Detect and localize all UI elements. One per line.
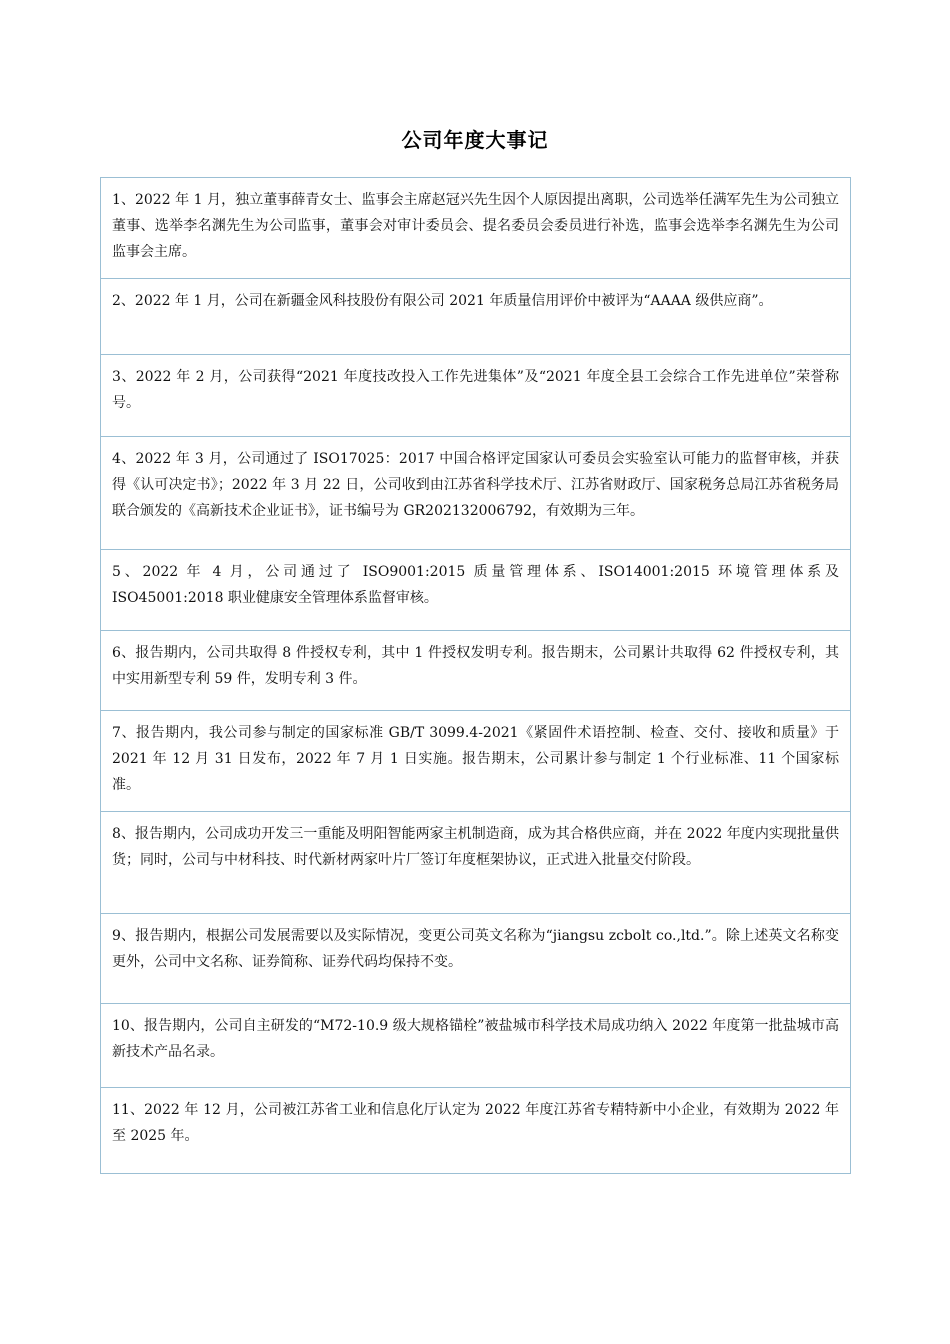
event-row-8	[100, 812, 851, 914]
event-row-11	[100, 1088, 851, 1174]
event-text: 4、2022 年 3 月，公司通过了 ISO17025：2017 中国合格评定国家认可委员会实验室认可能力的监督审核，并获得《认可决定书》；2022 年 3 月 22 日，公司收到由江苏省科学技术厅、江苏省财政厅、国家税务总局江苏省税务局联合颁发的《高新技术企业证书》，证书编号为 GR202132006792，有效期为三年。	[112, 451, 839, 519]
event-row-4	[100, 437, 851, 550]
events-table	[100, 177, 851, 1174]
event-text: 2、2022 年 1 月，公司在新疆金风科技股份有限公司 2021 年质量信用评价中被评为“AAAA 级供应商”。	[112, 293, 773, 309]
event-row-5	[100, 550, 851, 631]
event-row-9	[100, 914, 851, 1004]
event-text: 9、报告期内，根据公司发展需要以及实际情况，变更公司英文名称为“jiangsu zcbolt co.,ltd.”。除上述英文名称变更外，公司中文名称、证券简称、证券代码均保持不变。	[112, 928, 839, 970]
page-title: 公司年度大事记	[401, 128, 549, 152]
event-text: 3、2022 年 2 月，公司获得“2021 年度技改投入工作先进集体”及“2021 年度全县工会综合工作先进单位”荣誉称号。	[112, 369, 839, 411]
event-row-3	[100, 355, 851, 437]
event-text: 10、报告期内，公司自主研发的“M72-10.9 级大规格锚栓”被盐城市科学技术局成功纳入 2022 年度第一批盐城市高新技术产品名录。	[112, 1018, 839, 1060]
event-text: 11、2022 年 12 月，公司被江苏省工业和信息化厅认定为 2022 年度江苏省专精特新中小企业，有效期为 2022 年至 2025 年。	[112, 1102, 839, 1144]
event-text: 1、2022 年 1 月，独立董事薛青女士、监事会主席赵冠兴先生因个人原因提出离职，公司选举任满军先生为公司独立董事、选举李名渊先生为公司监事，董事会对审计委员会、提名委员会委员进行补选，监事会选举李名渊先生为公司监事会主席。	[112, 192, 839, 260]
event-row-1	[100, 177, 851, 279]
event-row-7	[100, 711, 851, 812]
event-text: 7、报告期内，我公司参与制定的国家标准 GB/T 3099.4-2021《紧固件术语控制、检查、交付、接收和质量》于 2021 年 12 月 31 日发布，2022 年 7 月 1 日实施。报告期末，公司累计参与制定 1 个行业标准、11 个国家标准。	[112, 725, 839, 793]
event-row-2	[100, 279, 851, 355]
event-row-6	[100, 631, 851, 711]
event-text: 5、2022 年 4 月，公司通过了 ISO9001:2015 质量管理体系、ISO14001:2015 环境管理体系及 ISO45001:2018 职业健康安全管理体系监督审核。	[112, 564, 839, 606]
event-text: 6、报告期内，公司共取得 8 件授权专利，其中 1 件授权发明专利。报告期末，公司累计共取得 62 件授权专利，其中实用新型专利 59 件，发明专利 3 件。	[112, 645, 839, 687]
event-row-10	[100, 1004, 851, 1088]
event-text: 8、报告期内，公司成功开发三一重能及明阳智能两家主机制造商，成为其合格供应商，并在 2022 年度内实现批量供货；同时，公司与中材科技、时代新材两家叶片厂签订年度框架协议，正式进入批量交付阶段。	[112, 826, 839, 868]
